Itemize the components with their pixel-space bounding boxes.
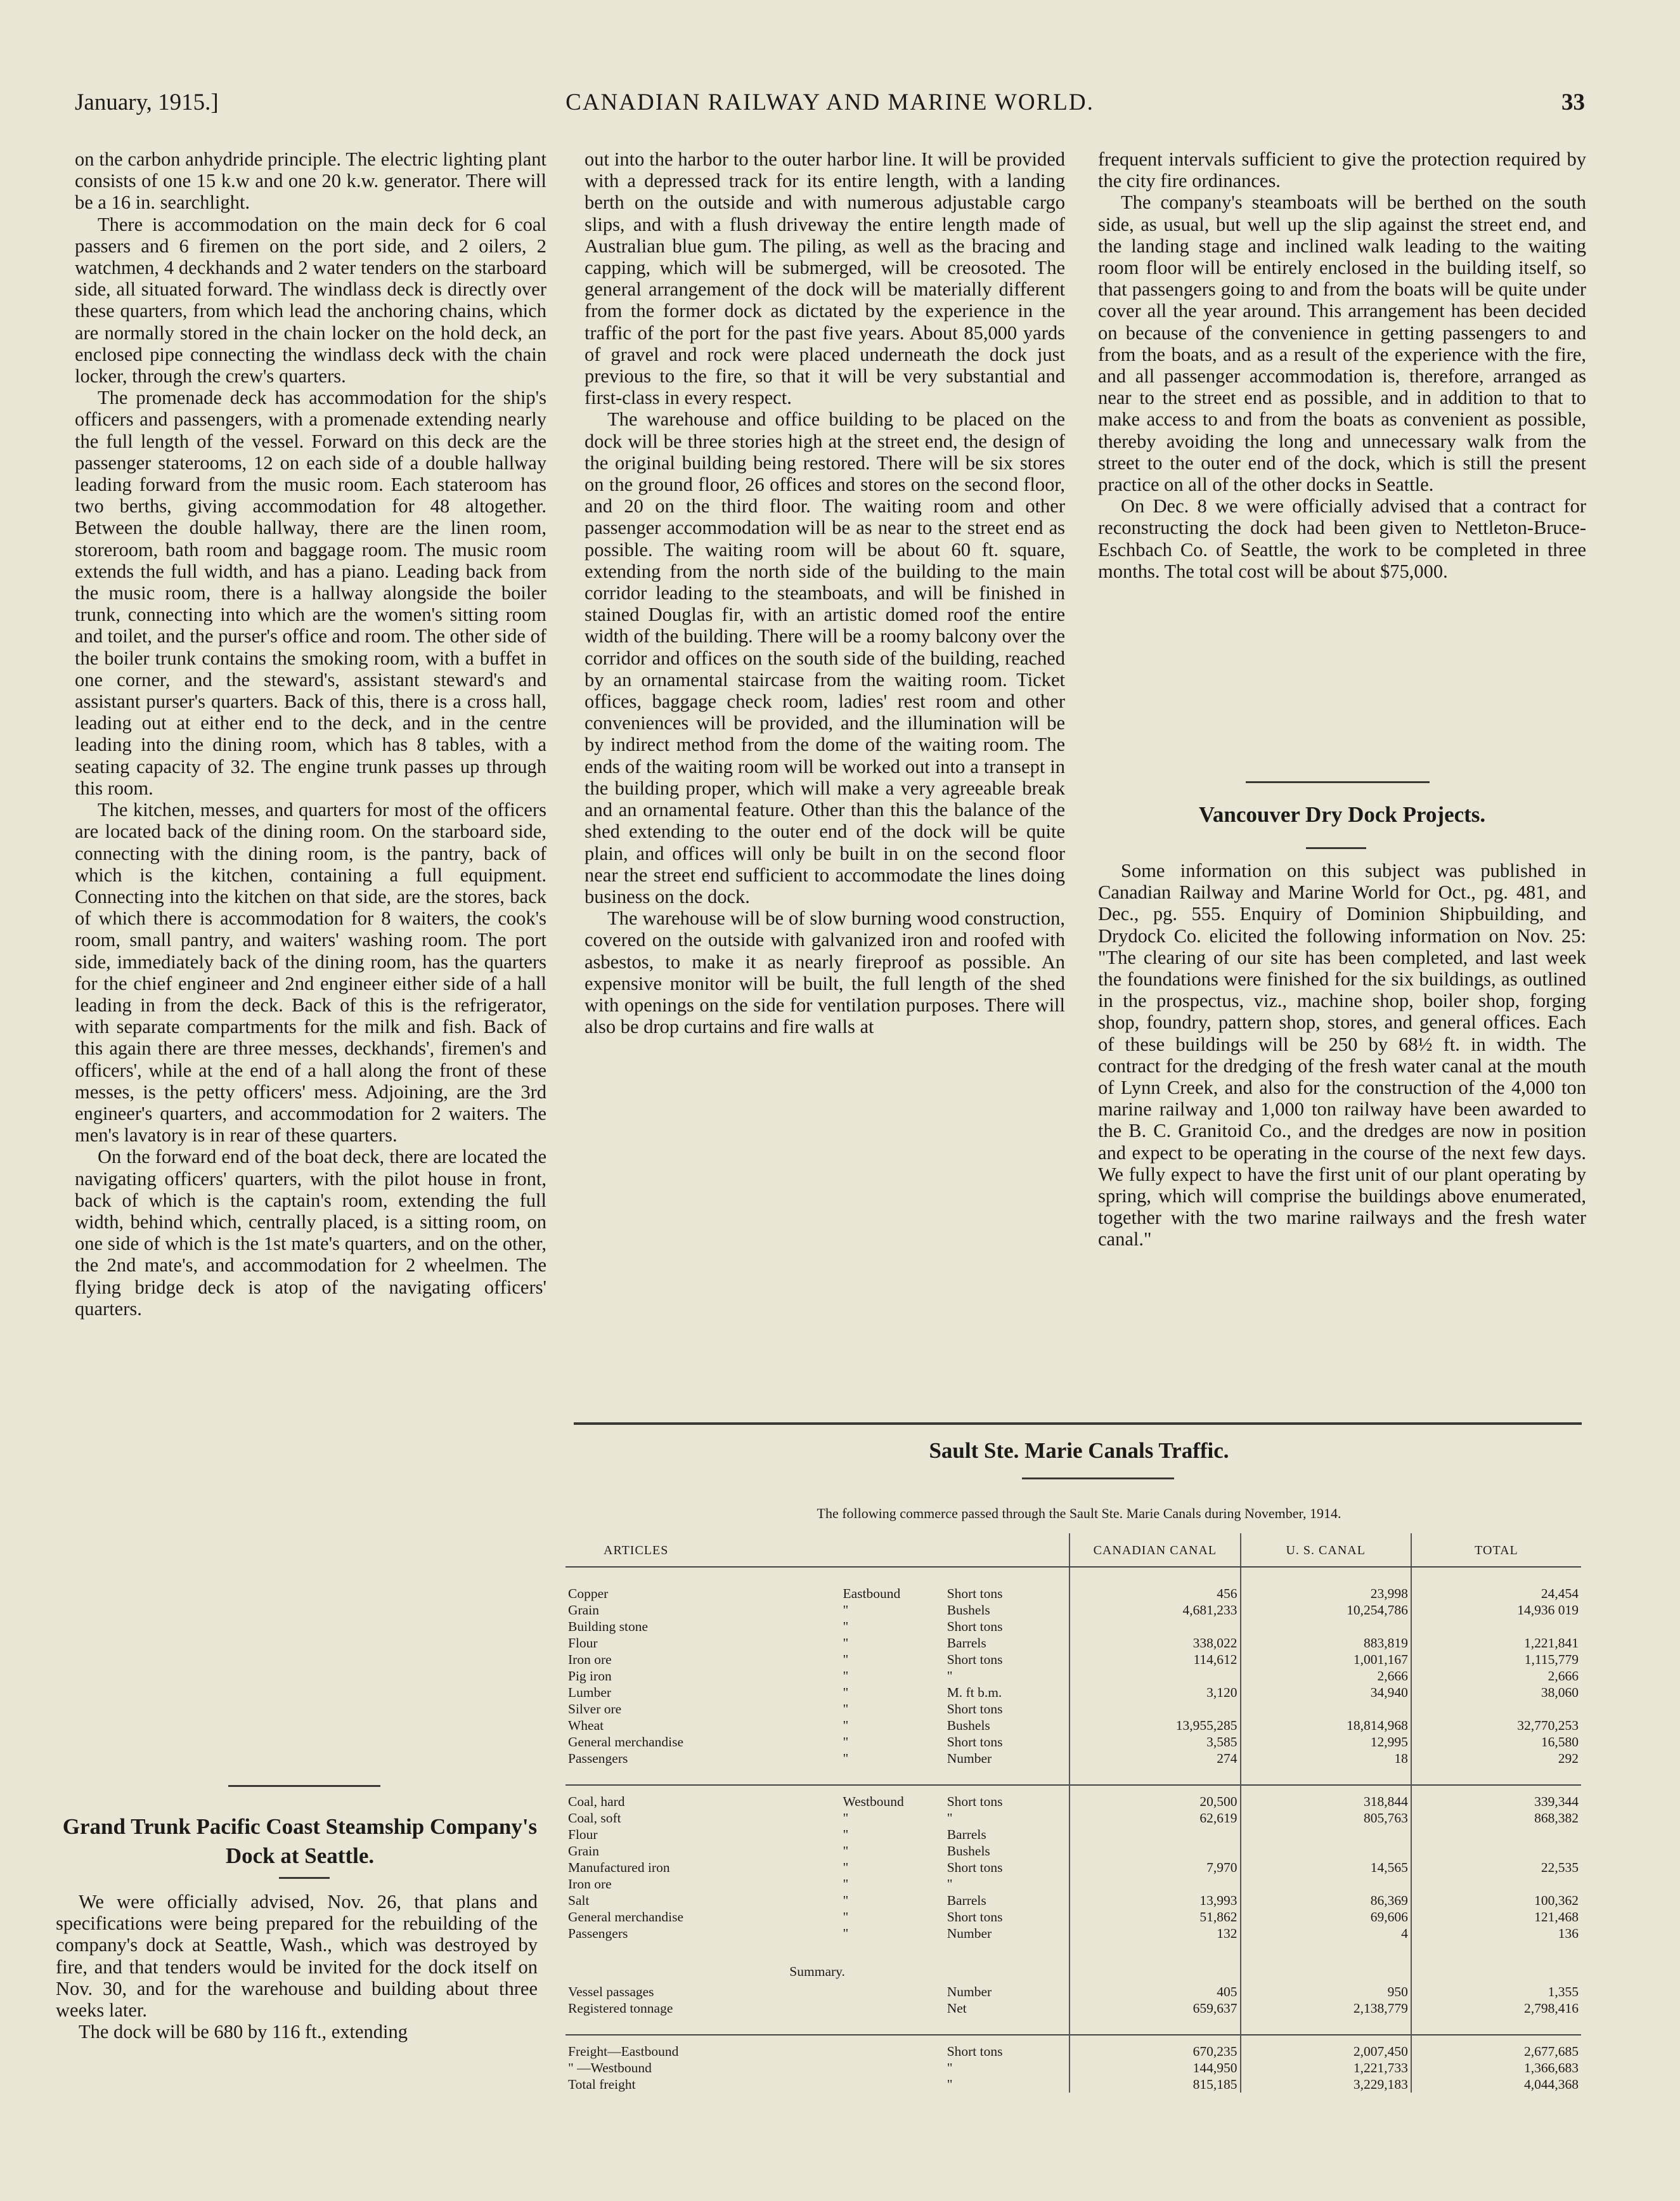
gtp-article-body xyxy=(56,1891,538,2042)
spacer-cell xyxy=(1411,1767,1581,1785)
row-spacer xyxy=(565,1567,1581,1585)
us-value: 10,254,786 xyxy=(1241,1602,1411,1618)
total-value: 16,580 xyxy=(1411,1734,1581,1750)
row-spacer xyxy=(565,2016,1581,2035)
table-row xyxy=(565,2043,1581,2060)
spacer-cell xyxy=(565,2035,841,2043)
unit-cell: Bushels xyxy=(947,1718,990,1733)
direction-cell xyxy=(841,2060,945,2076)
article-cell: Passengers xyxy=(568,1751,628,1766)
canadian-value: 3,120 xyxy=(1069,1684,1240,1701)
table-row xyxy=(565,1602,1581,1618)
spacer-cell xyxy=(1069,2016,1240,2035)
direction-cell: " xyxy=(843,1843,849,1859)
total-value: 292 xyxy=(1411,1750,1581,1767)
spacer-cell xyxy=(841,1567,945,1585)
spacer-cell xyxy=(1411,1785,1581,1793)
us-value: 950 xyxy=(1241,1983,1411,2000)
spacer-cell xyxy=(1069,1567,1240,1585)
direction-cell: " xyxy=(843,1860,849,1875)
direction-cell: " xyxy=(843,1893,849,1908)
us-value: 805,763 xyxy=(1241,1810,1411,1826)
article-cell: Lumber xyxy=(568,1685,612,1700)
summary-label-row xyxy=(565,1959,1581,1983)
heading-dash xyxy=(1306,847,1366,849)
unit-cell: Barrels xyxy=(947,1893,986,1908)
table-body xyxy=(565,1567,1581,2093)
total-value: 2,798,416 xyxy=(1411,2000,1581,2016)
article-cell: Vessel passages xyxy=(568,1984,654,1999)
us-value: 14,565 xyxy=(1241,1859,1411,1876)
table-row xyxy=(565,1859,1581,1876)
article-cell: General merchandise xyxy=(568,1734,684,1750)
canadian-value: 13,955,285 xyxy=(1069,1717,1240,1734)
spacer-cell xyxy=(1411,1959,1581,1983)
us-value: 23,998 xyxy=(1241,1585,1411,1602)
paragraph: The company's steamboats will be berthed on the south side, as usual, but well up the slip against the street end, and the landing stage and inclined walk leading to the waiting room floor will be entirely enclosed in the building itself, so that passengers going to and from the boats will be quite under cover all the year around. This arrangement has been decided on because of the convenience in getting passengers to and from the boats, and as a result of the experience with the fire, and all passenger accommodation is, therefore, arranged as near to the street end as possible, and in addition to that to make access to and from the boats as convenient as possible, thereby avoiding the long and unnecessary walk from the street to the outer end of the dock, which is still the present practice on all of the other docks in Seattle. xyxy=(1098,192,1586,496)
unit-cell: Number xyxy=(947,1751,992,1766)
column-3 xyxy=(1098,148,1586,582)
direction-cell: " xyxy=(843,1751,849,1766)
us-value: 12,995 xyxy=(1241,1734,1411,1750)
unit-cell: Short tons xyxy=(947,1734,1003,1750)
us-value: 2,138,779 xyxy=(1241,2000,1411,2016)
direction-cell: " xyxy=(843,1926,849,1941)
canadian-value: 144,950 xyxy=(1069,2060,1240,2076)
spacer-cell xyxy=(1241,1785,1411,1793)
unit-cell: Short tons xyxy=(947,1794,1003,1809)
table-row xyxy=(565,1892,1581,1909)
canadian-value: 659,637 xyxy=(1069,2000,1240,2016)
spacer-cell xyxy=(1069,1942,1240,1959)
direction-cell: Westbound xyxy=(843,1794,904,1809)
article-cell: Iron ore xyxy=(568,1876,612,1892)
us-value: 86,369 xyxy=(1241,1892,1411,1909)
unit-cell: Net xyxy=(947,2001,967,2016)
table-row xyxy=(565,1876,1581,1892)
direction-cell: " xyxy=(843,1876,849,1892)
paragraph: Some information on this subject was published in Canadian Railway and Marine World for Oct., pg. 481, and Dec., pg. 555. Enquiry of Dominion Shipbuilding, and Drydock Co. elicited the following information on Nov. 25: "The clearing of our site has been completed, and last week the foundations were finished for the six buildings, as outlined in the prospectus, viz., machine shop, boiler shop, forging shop, foundry, pattern shop, stores, and general offices. Each of these buildings will be 250 by 68½ ft. in width. The contract for the dredging of the fresh water canal at the mouth of Lynn Creek, and also for the construction of the 4,000 ton marine railway and 1,000 ton railway have been awarded to the B. C. Granitoid Co., and the dredges are now in position and expect to be operating in the course of the next few days. We fully expect to have the first unit of our plant operating by spring, which will comprise the buildings above enumerated, together with the two marine railways and the fresh water canal." xyxy=(1098,860,1586,1250)
direction-cell: " xyxy=(843,1652,849,1667)
table-row xyxy=(565,1983,1581,2000)
issue-date: January, 1915.] xyxy=(75,89,219,115)
table-title: Sault Ste. Marie Canals Traffic. xyxy=(929,1438,1229,1463)
canadian-value: 62,619 xyxy=(1069,1810,1240,1826)
publication-title: CANADIAN RAILWAY AND MARINE WORLD. xyxy=(565,89,1094,115)
spacer-cell xyxy=(945,1767,1070,1785)
unit-cell: Short tons xyxy=(947,1619,1003,1634)
unit-cell: Bushels xyxy=(947,1602,990,1618)
unit-cell: M. ft b.m. xyxy=(947,1685,1002,1700)
spacer-cell xyxy=(945,1942,1070,1959)
table-row xyxy=(565,1909,1581,1925)
unit-cell: Short tons xyxy=(947,1701,1003,1717)
spacer-cell xyxy=(1411,2035,1581,2043)
unit-cell: " xyxy=(947,2060,953,2075)
table-row xyxy=(565,1651,1581,1668)
paragraph: on the carbon anhydride principle. The electric lighting plant consists of one 15 k.w and one 20 k.w. generator. There will be a 16 in. searchlight. xyxy=(75,148,546,214)
row-spacer xyxy=(565,1785,1581,1793)
total-value: 24,454 xyxy=(1411,1585,1581,1602)
article-cell: Freight—Eastbound xyxy=(568,2044,679,2059)
direction-cell xyxy=(841,1983,945,2000)
total-value xyxy=(1411,1876,1581,1892)
unit-cell: Bushels xyxy=(947,1843,990,1859)
total-value: 868,382 xyxy=(1411,1810,1581,1826)
heading-dash xyxy=(1022,1477,1174,1479)
spacer-cell xyxy=(1069,1785,1240,1793)
unit-cell: Number xyxy=(947,1984,992,1999)
canadian-value: 114,612 xyxy=(1069,1651,1240,1668)
paragraph: We were officially advised, Nov. 26, that plans and specifications were being prepared for the rebuilding of the company's dock at Seattle, Wash., which was destroyed by fire, and that tenders would be invited for the dock itself on Nov. 30, and for the warehouse and building about three weeks later. xyxy=(56,1891,538,2022)
canadian-value: 13,993 xyxy=(1069,1892,1240,1909)
table-row xyxy=(565,1701,1581,1717)
spacer-cell xyxy=(1069,1767,1240,1785)
article-cell: Flour xyxy=(568,1635,598,1651)
article-cell: Grain xyxy=(568,1602,599,1618)
column-2 xyxy=(585,148,1065,1037)
article-cell: Salt xyxy=(568,1893,590,1908)
us-value: 2,666 xyxy=(1241,1668,1411,1684)
spacer-cell xyxy=(1241,2035,1411,2043)
us-value xyxy=(1241,1618,1411,1635)
us-value: 34,940 xyxy=(1241,1684,1411,1701)
spacer-cell xyxy=(1411,1942,1581,1959)
table-header-row xyxy=(565,1533,1581,1567)
canadian-value: 456 xyxy=(1069,1585,1240,1602)
article-cell: Passengers xyxy=(568,1926,628,1941)
article-cell: Coal, soft xyxy=(568,1810,621,1826)
canadian-value: 405 xyxy=(1069,1983,1240,2000)
vancouver-heading: Vancouver Dry Dock Projects. xyxy=(1198,802,1486,827)
canadian-value xyxy=(1069,1843,1240,1859)
table-row xyxy=(565,1826,1581,1843)
total-value: 1,355 xyxy=(1411,1983,1581,2000)
us-value xyxy=(1241,1876,1411,1892)
total-value xyxy=(1411,1701,1581,1717)
us-value: 18,814,968 xyxy=(1241,1717,1411,1734)
table-subtitle: The following commerce passed through the Sault Ste. Marie Canals during November, 1914. xyxy=(817,1505,1341,1521)
spacer-cell xyxy=(841,1942,945,1959)
spacer-cell xyxy=(841,2016,945,2035)
canal-traffic-table xyxy=(565,1533,1581,2093)
us-value: 4 xyxy=(1241,1925,1411,1942)
total-value: 100,362 xyxy=(1411,1892,1581,1909)
us-value: 3,229,183 xyxy=(1241,2076,1411,2093)
spacer-cell xyxy=(841,1785,945,1793)
paragraph: The kitchen, messes, and quarters for most of the officers are located back of the dining room. On the starboard side, connecting with the dining room, is the pantry, back of which is the kitchen, containing a full equipment. Connecting into the kitchen on that side, are the stores, back of which there is accommodation for 8 waiters, the cook's room, small pantry, and waiters' washing room. The port side, immediately back of the dining room, has the quarters for the chief engineer and 2nd engineer either side of a hall leading in from the deck. Back of this is the refrigerator, with separate compartments for the milk and fish. Back of this again there are three messes, deckhands', firemen's and officers', while at the end of a hall along the front of these messes, is the petty officers' mess. Adjoining, are the 3rd engineer's quarters, and accommodation for 2 waiters. The men's lavatory is in rear of these quarters. xyxy=(75,799,546,1146)
us-value: 1,221,733 xyxy=(1241,2060,1411,2076)
direction-cell: " xyxy=(843,1701,849,1717)
table-row xyxy=(565,1668,1581,1684)
direction-cell: " xyxy=(843,1668,849,1684)
unit-cell: Short tons xyxy=(947,2044,1003,2059)
article-cell: Wheat xyxy=(568,1718,604,1733)
direction-cell: " xyxy=(843,1827,849,1842)
section-divider xyxy=(1246,781,1430,783)
unit-cell: Barrels xyxy=(947,1827,986,1842)
canadian-value xyxy=(1069,1668,1240,1684)
direction-cell: " xyxy=(843,1909,849,1925)
canadian-value: 51,862 xyxy=(1069,1909,1240,1925)
table-row xyxy=(565,2076,1581,2093)
summary-label: Summary. xyxy=(789,1964,845,1979)
articles-header: ARTICLES xyxy=(565,1533,1069,1567)
total-value: 38,060 xyxy=(1411,1684,1581,1701)
paragraph: On the forward end of the boat deck, there are located the navigating officers' quarters, with the pilot house in front, back of which is the captain's room, extending the full width, behind which, centrally placed, is a sitting room, on one side of which is the 1st mate's quarters, and on the other, the 2nd mate's, and accommodation for 2 wheelmen. The flying bridge deck is atop of the navigating officers' quarters. xyxy=(75,1146,546,1320)
table-row xyxy=(565,1793,1581,1810)
canadian-value: 670,235 xyxy=(1069,2043,1240,2060)
spacer-cell xyxy=(1241,2016,1411,2035)
spacer-cell xyxy=(945,1567,1070,1585)
total-header: TOTAL xyxy=(1411,1533,1581,1567)
paragraph: On Dec. 8 we were officially advised that a contract for reconstructing the dock had been given to Nettleton-Bruce-Eschbach Co. of Seattle, the work to be completed in three months. The total cost will be about $75,000. xyxy=(1098,495,1586,582)
direction-cell xyxy=(841,2000,945,2016)
spacer-cell xyxy=(565,1567,841,1585)
canadian-value: 4,681,233 xyxy=(1069,1602,1240,1618)
total-value: 1,221,841 xyxy=(1411,1635,1581,1651)
total-value xyxy=(1411,1826,1581,1843)
running-header xyxy=(75,89,1585,127)
row-spacer xyxy=(565,1767,1581,1785)
article-cell: Building stone xyxy=(568,1619,649,1634)
unit-cell: Number xyxy=(947,1926,992,1941)
vancouver-article-body xyxy=(1098,860,1586,1250)
unit-cell: Short tons xyxy=(947,1909,1003,1925)
us-value: 318,844 xyxy=(1241,1793,1411,1810)
article-cell: " —Westbound xyxy=(568,2060,652,2075)
gtp-article-heading: Grand Trunk Pacific Coast Steamship Company's Dock at Seattle. xyxy=(62,1814,538,1868)
table-row xyxy=(565,1843,1581,1859)
total-value: 2,666 xyxy=(1411,1668,1581,1684)
us-value xyxy=(1241,1826,1411,1843)
total-value: 22,535 xyxy=(1411,1859,1581,1876)
spacer-cell xyxy=(1241,1767,1411,1785)
us-value: 18 xyxy=(1241,1750,1411,1767)
unit-cell: " xyxy=(947,1810,953,1826)
article-cell: Coal, hard xyxy=(568,1794,625,1809)
direction-cell: " xyxy=(843,1602,849,1618)
table-row xyxy=(565,1684,1581,1701)
us-value: 69,606 xyxy=(1241,1909,1411,1925)
total-value xyxy=(1411,1618,1581,1635)
paragraph: The warehouse and office building to be placed on the dock will be three stories high at the street end, the design of the original building being restored. There will be six stores on the ground floor, 26 offices and stores on the second floor, and 20 on the third floor. The waiting room and other passenger accommodation will be as near to the street end as possible. The waiting room will be about 60 ft. square, extending from the north side of the building to the main corridor leading to the steamboats, and will be finished in stained Douglas fir, with an artistic domed roof the entire width of the building. There will be a roomy balcony over the corridor and offices on the south side of the building, reached by an ornamental staircase from the waiting room. Ticket offices, baggage check room, ladies' rest room and other conveniences will be provided, and the illumination will be by indirect method from the dome of the waiting room. The ends of the waiting room will be worked out into a transept in the building proper, which will make a very agreeable break and an ornamental feature. Other than this the balance of the shed extending to the outer end of the dock will be quite plain, and offices will only be built in on the second floor near the street end sufficient to accommodate the lines doing business on the dock. xyxy=(585,408,1065,907)
total-value: 2,677,685 xyxy=(1411,2043,1581,2060)
direction-cell: Eastbound xyxy=(843,1586,901,1601)
direction-cell: " xyxy=(843,1685,849,1700)
article-cell: Total freight xyxy=(568,2077,636,2092)
total-value: 1,115,779 xyxy=(1411,1651,1581,1668)
spacer-cell xyxy=(1069,1959,1240,1983)
canadian-value: 20,500 xyxy=(1069,1793,1240,1810)
spacer-cell xyxy=(841,1767,945,1785)
unit-cell: " xyxy=(947,1668,953,1684)
us-value xyxy=(1241,1843,1411,1859)
unit-cell: Short tons xyxy=(947,1652,1003,1667)
paragraph: The dock will be 680 by 116 ft., extending xyxy=(79,2021,408,2043)
spacer-cell xyxy=(1411,2016,1581,2035)
article-cell: Flour xyxy=(568,1827,598,1842)
spacer-cell xyxy=(565,2016,841,2035)
table-row xyxy=(565,2060,1581,2076)
canadian-value: 274 xyxy=(1069,1750,1240,1767)
unit-cell: " xyxy=(947,1876,953,1892)
column-1 xyxy=(75,148,546,1320)
us-value xyxy=(1241,1701,1411,1717)
direction-cell: " xyxy=(843,1734,849,1750)
page-number: 33 xyxy=(1561,89,1585,115)
total-value: 4,044,368 xyxy=(1411,2076,1581,2093)
article-cell: Iron ore xyxy=(568,1652,612,1667)
heading-dash xyxy=(279,1877,330,1879)
total-value xyxy=(1411,1843,1581,1859)
canadian-value xyxy=(1069,1876,1240,1892)
us-value: 2,007,450 xyxy=(1241,2043,1411,2060)
table-row xyxy=(565,1734,1581,1750)
row-spacer xyxy=(565,2035,1581,2043)
direction-cell xyxy=(841,2043,945,2060)
us-value: 1,001,167 xyxy=(1241,1651,1411,1668)
section-divider xyxy=(228,1785,380,1787)
paragraph: There is accommodation on the main deck for 6 coal passers and 6 firemen on the port side, and 2 oilers, 2 watchmen, 4 deckhands and 2 water tenders on the starboard side, all situated forward. The windlass deck is directly over these quarters, from which lead the anchoring chains, which are normally stored in the chain locker on the hold deck, an enclosed pipe connecting the windlass deck with the chain locker, through the crew's quarters. xyxy=(75,213,546,387)
article-cell: Manufactured iron xyxy=(568,1860,670,1875)
table-row xyxy=(565,1717,1581,1734)
article-cell: General merchandise xyxy=(568,1909,684,1925)
spacer-cell xyxy=(565,1785,841,1793)
table-row xyxy=(565,1618,1581,1635)
spacer-cell xyxy=(945,1785,1070,1793)
table-top-rule xyxy=(574,1422,1582,1425)
canadian-value: 338,022 xyxy=(1069,1635,1240,1651)
unit-cell: Barrels xyxy=(947,1635,986,1651)
article-cell: Registered tonnage xyxy=(568,2001,673,2016)
table-row xyxy=(565,1750,1581,1767)
spacer-cell xyxy=(1241,1942,1411,1959)
table-row xyxy=(565,1925,1581,1942)
table-row xyxy=(565,1585,1581,1602)
spacer-cell xyxy=(841,2035,945,2043)
unit-cell: " xyxy=(947,2077,953,2092)
canadian-value: 132 xyxy=(1069,1925,1240,1942)
spacer-cell xyxy=(565,1767,841,1785)
us-value: 883,819 xyxy=(1241,1635,1411,1651)
canadian-value xyxy=(1069,1826,1240,1843)
total-value: 121,468 xyxy=(1411,1909,1581,1925)
direction-cell xyxy=(841,2076,945,2093)
article-cell: Grain xyxy=(568,1843,599,1859)
unit-cell: Short tons xyxy=(947,1586,1003,1601)
spacer-cell xyxy=(1411,1567,1581,1585)
direction-cell: " xyxy=(843,1810,849,1826)
table-row xyxy=(565,2000,1581,2016)
unit-cell: Short tons xyxy=(947,1860,1003,1875)
spacer-cell xyxy=(945,2016,1070,2035)
direction-cell: " xyxy=(843,1635,849,1651)
spacer-cell xyxy=(1241,1567,1411,1585)
article-cell: Pig iron xyxy=(568,1668,612,1684)
canadian-value: 815,185 xyxy=(1069,2076,1240,2093)
table-row xyxy=(565,1810,1581,1826)
canadian-value: 3,585 xyxy=(1069,1734,1240,1750)
direction-cell: " xyxy=(843,1718,849,1733)
total-value: 32,770,253 xyxy=(1411,1717,1581,1734)
table-row xyxy=(565,1635,1581,1651)
direction-cell: " xyxy=(843,1619,849,1634)
canadian-value: 7,970 xyxy=(1069,1859,1240,1876)
total-value: 1,366,683 xyxy=(1411,2060,1581,2076)
article-cell: Silver ore xyxy=(568,1701,622,1717)
paragraph: out into the harbor to the outer harbor line. It will be provided with a depressed track for its entire length, with a landing berth on the outside and with numerous adjustable cargo slips, and with a flush driveway the entire length made of Australian blue gum. The piling, as well as the bracing and capping, which will be submerged, will be creosoted. The general arrangement of the dock will be materially different from the former dock as dictated by the experience in the traffic of the port for the past five years. About 85,000 yards of gravel and rock were placed underneath the dock just previous to the fire, so that it will be very substantial and first-class in every respect. xyxy=(585,148,1065,409)
paragraph: The warehouse will be of slow burning wood construction, covered on the outside with galvanized iron and roofed with asbestos, to make it as nearly fireproof as possible. An expensive monitor will be built, the full length of the shed with openings on the side for ventilation purposes. There will also be drop curtains and fire walls at xyxy=(585,907,1065,1038)
canadian-value xyxy=(1069,1618,1240,1635)
spacer-cell xyxy=(1069,2035,1240,2043)
spacer-cell xyxy=(565,1942,841,1959)
paragraph: frequent intervals sufficient to give the protection required by the city fire ordinances. xyxy=(1098,148,1586,192)
article-cell: Copper xyxy=(568,1586,609,1601)
total-value: 14,936 019 xyxy=(1411,1602,1581,1618)
spacer-cell xyxy=(945,2035,1070,2043)
canadian-canal-header: CANADIAN CANAL xyxy=(1069,1533,1240,1567)
total-value: 136 xyxy=(1411,1925,1581,1942)
row-spacer xyxy=(565,1942,1581,1959)
us-canal-header: U. S. CANAL xyxy=(1241,1533,1411,1567)
total-value: 339,344 xyxy=(1411,1793,1581,1810)
paragraph: The promenade deck has accommodation for the ship's officers and passengers, with a promenade extending nearly the full length of the vessel. Forward on this deck are the passenger staterooms, 12 on each side of a double hallway leading forward from the music room. Each stateroom has two berths, giving accommodation for 48 altogether. Between the double hallway, there are the linen room, storeroom, bath room and baggage room. The music room extends the full width, and has a piano. Leading back from the music room, there is a hallway alongside the boiler trunk, connecting into which are the women's sitting room and toilet, and the purser's office and room. The other side of the boiler trunk contains the smoking room, with a buffet in one corner, and the steward's, assistant steward's and assistant purser's quarters. Back of this, there is a cross hall, leading out at either end to the deck, and in the centre leading into the dining room, which has 8 tables, with a seating capacity of 32. The engine trunk passes up through this room. xyxy=(75,387,546,799)
canadian-value xyxy=(1069,1701,1240,1717)
spacer-cell xyxy=(1241,1959,1411,1983)
